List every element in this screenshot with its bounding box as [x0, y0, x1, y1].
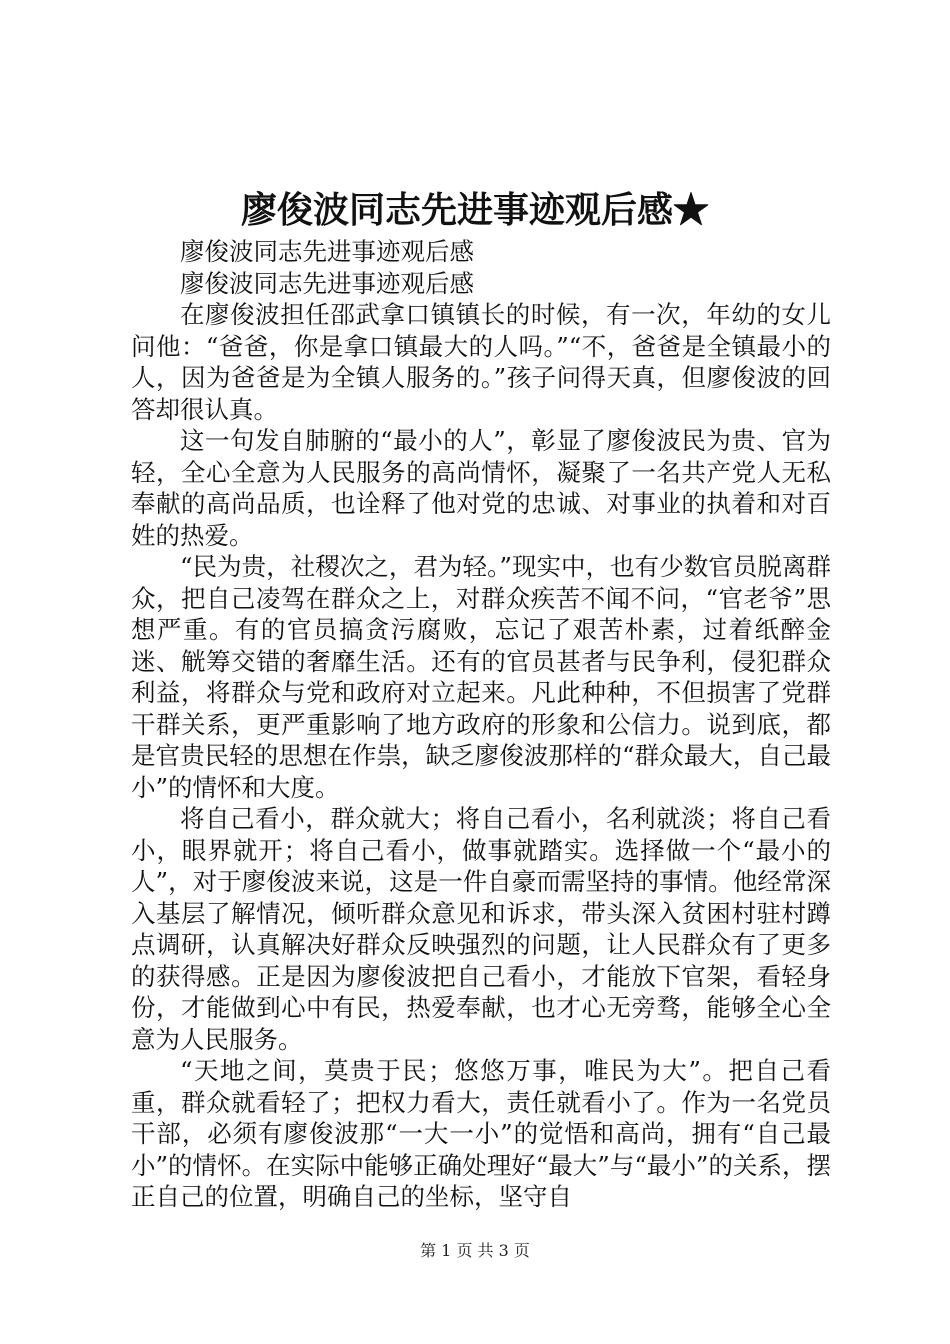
body-paragraph: 将自己看小，群众就大；将自己看小，名利就淡；将自己看小，眼界就开；将自己看小，做事就踏实。选择做一个“最小的人”，对于廖俊波来说，这是一件自豪而需坚持的事情。他经常深入基层了解情况，倾听群众意见和诉求，带头深入贫困村驻村蹲点调研，认真解决好群众反映强烈的问题，让人民群众有了更多的获得感。正是因为廖俊波把自己看小，才能放下官架，看轻身份，才能做到心中有民，热爱奉献，也才心无旁骛，能够全心全意为人民服务。: [131, 804, 831, 1054]
body-paragraph: “民为贵，社稷次之，君为轻。”现实中，也有少数官员脱离群众，把自己凌驾在群众之上，对群众疾苦不闻不问，“官老爷”思想严重。有的官员搞贪污腐败，忘记了艰苦朴素，过着纸醉金迷、觥筹交错的奢靡生活。还有的官员甚者与民争利，侵犯群众利益，将群众与党和政府对立起来。凡此种种，不但损害了党群干群关系，更严重影响了地方政府的形象和公信力。说到底，都是官贵民轻的思想在作祟，缺乏廖俊波那样的“群众最大，自己最小”的情怀和大度。: [131, 552, 831, 802]
body-paragraph: “天地之间，莫贵于民；悠悠万事，唯民为大”。把自己看重，群众就看轻了；把权力看大，责任就看小了。作为一名党员干部，必须有廖俊波那“一大一小”的觉悟和高尚，拥有“自己最小”的情怀。在实际中能够正确处理好“最大”与“最小”的关系，摆正自己的位置，明确自己的坐标，坚守自: [131, 1056, 831, 1211]
document-body: [131, 236, 831, 1213]
body-paragraph: 这一句发自肺腑的“最小的人”，彰显了廖俊波民为贵、官为轻，全心全意为人民服务的高尚情怀，凝聚了一名共产党人无私奉献的高尚品质，也诠释了他对党的忠诚、对事业的执着和对百姓的热爱。: [131, 426, 831, 550]
page-footer: 第 1 页 共 3 页: [420, 1241, 530, 1260]
document-title: 廖俊波同志先进事迹观后感★: [240, 189, 709, 231]
subtitle-line: 廖俊波同志先进事迹观后感: [180, 268, 474, 298]
subtitle-line: 廖俊波同志先进事迹观后感: [180, 237, 474, 266]
body-paragraph: 在廖俊波担任邵武拿口镇镇长的时候，有一次，年幼的女儿问他：“爸爸，你是拿口镇最大的人吗。”“不，爸爸是全镇最小的人，因为爸爸是为全镇人服务的。”孩子问得天真，但廖俊波的回答却很认真。: [131, 300, 831, 424]
